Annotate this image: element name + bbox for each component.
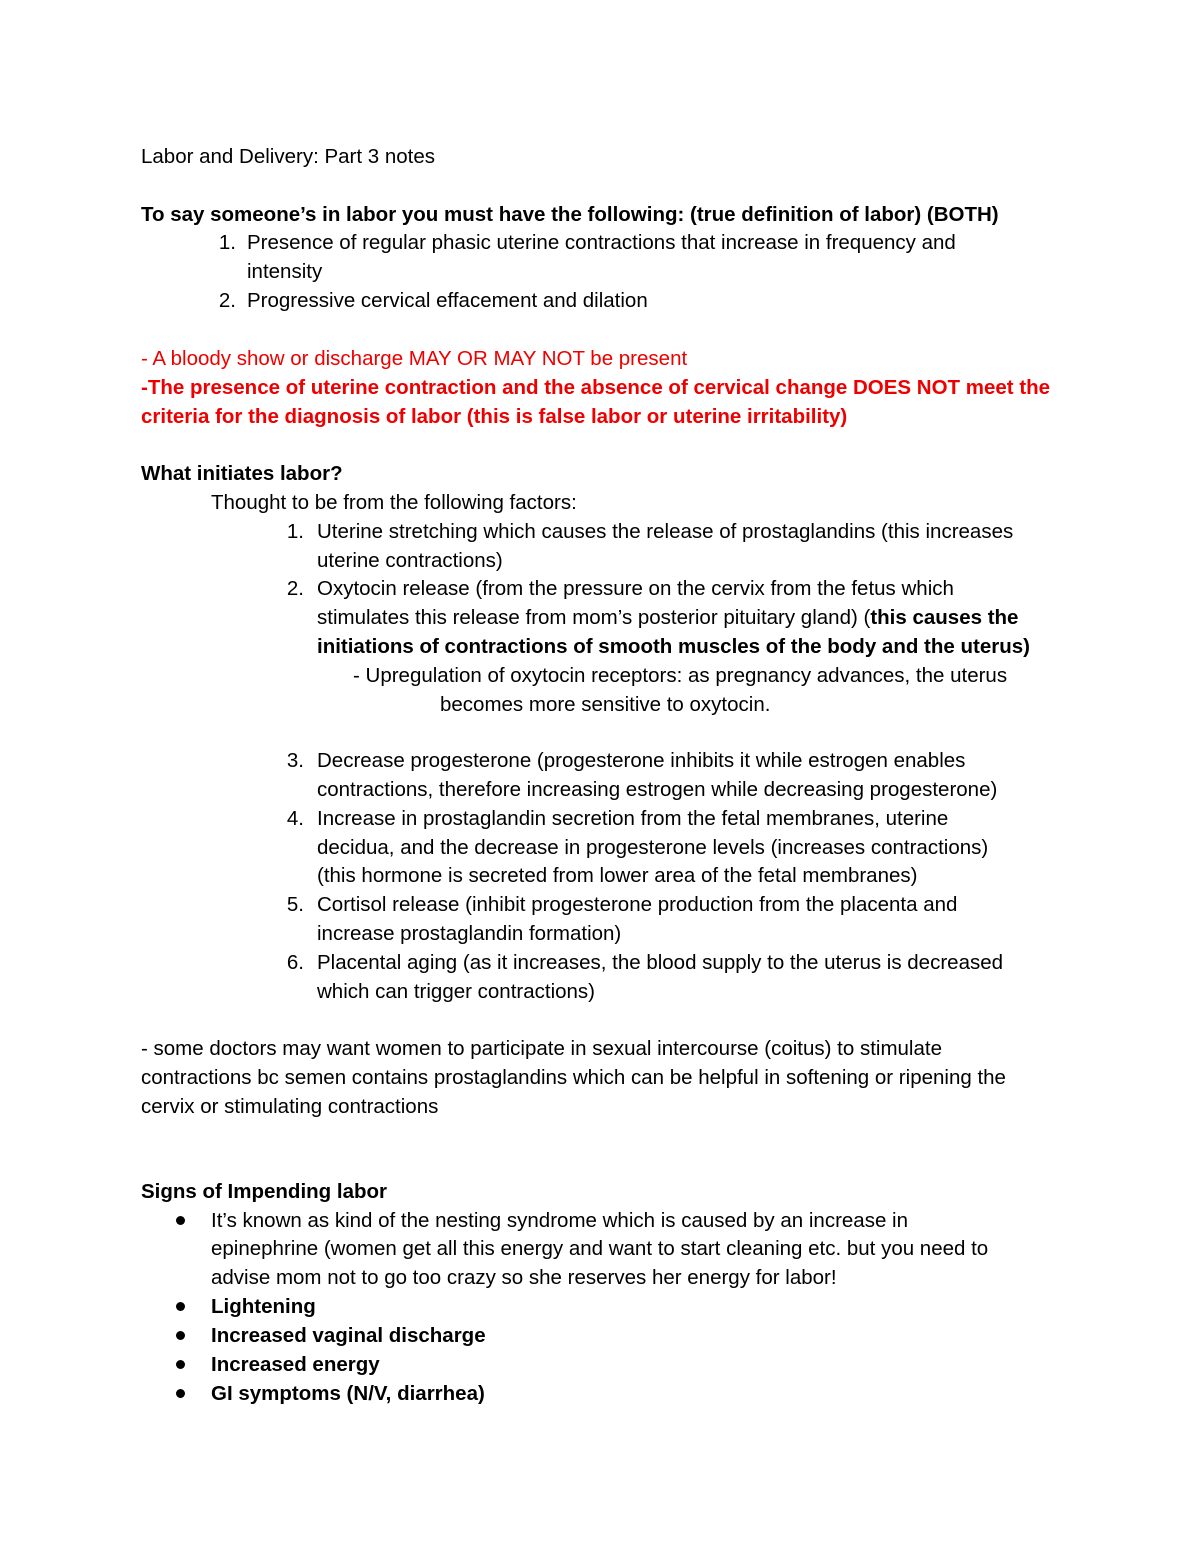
list-item-line: It’s known as kind of the nesting syndrome which is caused by an increase in (211, 1209, 908, 1232)
list-number: 2. (218, 289, 236, 312)
list-item-line: epinephrine (women get all this energy and want to start cleaning etc. but you need to (211, 1237, 989, 1260)
list-item-line: decidua, and the decrease in progesterone levels (increases contractions) (317, 836, 989, 859)
list-item-emphasis: this causes the (870, 606, 1019, 629)
list-item: Increased energy (211, 1353, 380, 1376)
page-title: Labor and Delivery: Part 3 notes (141, 145, 435, 168)
list-number: 1. (286, 520, 304, 543)
impending-heading: Signs of Impending labor (141, 1180, 387, 1203)
bullet-icon (176, 1216, 185, 1225)
list-number: 6. (286, 951, 304, 974)
sub-note-line: becomes more sensitive to oxytocin. (440, 693, 771, 716)
sub-note-line: - Upregulation of oxytocin receptors: as pregnancy advances, the uterus (353, 664, 1008, 687)
list-item-line: Placental aging (as it increases, the blood supply to the uterus is decreased (317, 951, 1004, 974)
bullet-icon (176, 1331, 185, 1340)
list-item-line: Uterine stretching which causes the release of prostaglandins (this increases (317, 520, 1014, 543)
list-item-emphasis: initiations of contractions of smooth muscles of the body and the uterus) (317, 635, 1030, 658)
list-item-line: (this hormone is secreted from lower area of the fetal membranes) (317, 864, 918, 887)
red-note-line: - A bloody show or discharge MAY OR MAY NOT be present (141, 347, 688, 370)
list-number: 3. (286, 749, 304, 772)
list-number: 2. (286, 577, 304, 600)
list-item-line: Increase in prostaglandin secretion from the fetal membranes, uterine (317, 807, 949, 830)
initiates-intro: Thought to be from the following factors: (211, 491, 577, 514)
list-item-line: Presence of regular phasic uterine contractions that increase in frequency and (247, 231, 956, 254)
list-item: GI symptoms (N/V, diarrhea) (211, 1382, 485, 1405)
list-item-line: contractions, therefore increasing estrogen while decreasing progesterone) (317, 778, 998, 801)
list-number: 1. (218, 231, 236, 254)
list-item-line: Progressive cervical effacement and dilation (247, 289, 648, 312)
bullet-icon (176, 1302, 185, 1311)
list-number: 4. (286, 807, 304, 830)
list-item-line: Decrease progesterone (progesterone inhibits it while estrogen enables (317, 749, 966, 772)
coitus-note-line: - some doctors may want women to participate in sexual intercourse (coitus) to stimulate (141, 1037, 942, 1060)
list-item-line: which can trigger contractions) (317, 980, 596, 1003)
list-item-line: increase prostaglandin formation) (317, 922, 622, 945)
list-item-line: intensity (247, 260, 323, 283)
red-note-line: criteria for the diagnosis of labor (this is false labor or uterine irritability) (141, 405, 848, 428)
list-item-line: uterine contractions) (317, 549, 503, 572)
bullet-icon (176, 1360, 185, 1369)
list-item: Lightening (211, 1295, 316, 1318)
list-item-line: Oxytocin release (from the pressure on the cervix from the fetus which (317, 577, 954, 600)
bullet-icon (176, 1389, 185, 1398)
list-item-line: advise mom not to go too crazy so she reserves her energy for labor! (211, 1266, 837, 1289)
red-note-line: -The presence of uterine contraction and the absence of cervical change DOES NOT meet the (141, 376, 1051, 399)
list-item-text: stimulates this release from mom’s posterior pituitary gland) ( (317, 606, 871, 629)
initiates-heading: What initiates labor? (141, 462, 343, 485)
list-item-line (317, 603, 1018, 632)
list-item-line: Cortisol release (inhibit progesterone production from the placenta and (317, 893, 958, 916)
list-number: 5. (286, 893, 304, 916)
coitus-note-line: contractions bc semen contains prostaglandins which can be helpful in softening or ripening the (141, 1066, 1006, 1089)
list-item: Increased vaginal discharge (211, 1324, 486, 1347)
coitus-note-line: cervix or stimulating contractions (141, 1095, 439, 1118)
labor-definition-heading: To say someone’s in labor you must have the following: (true definition of labor) (BOTH) (141, 203, 999, 226)
